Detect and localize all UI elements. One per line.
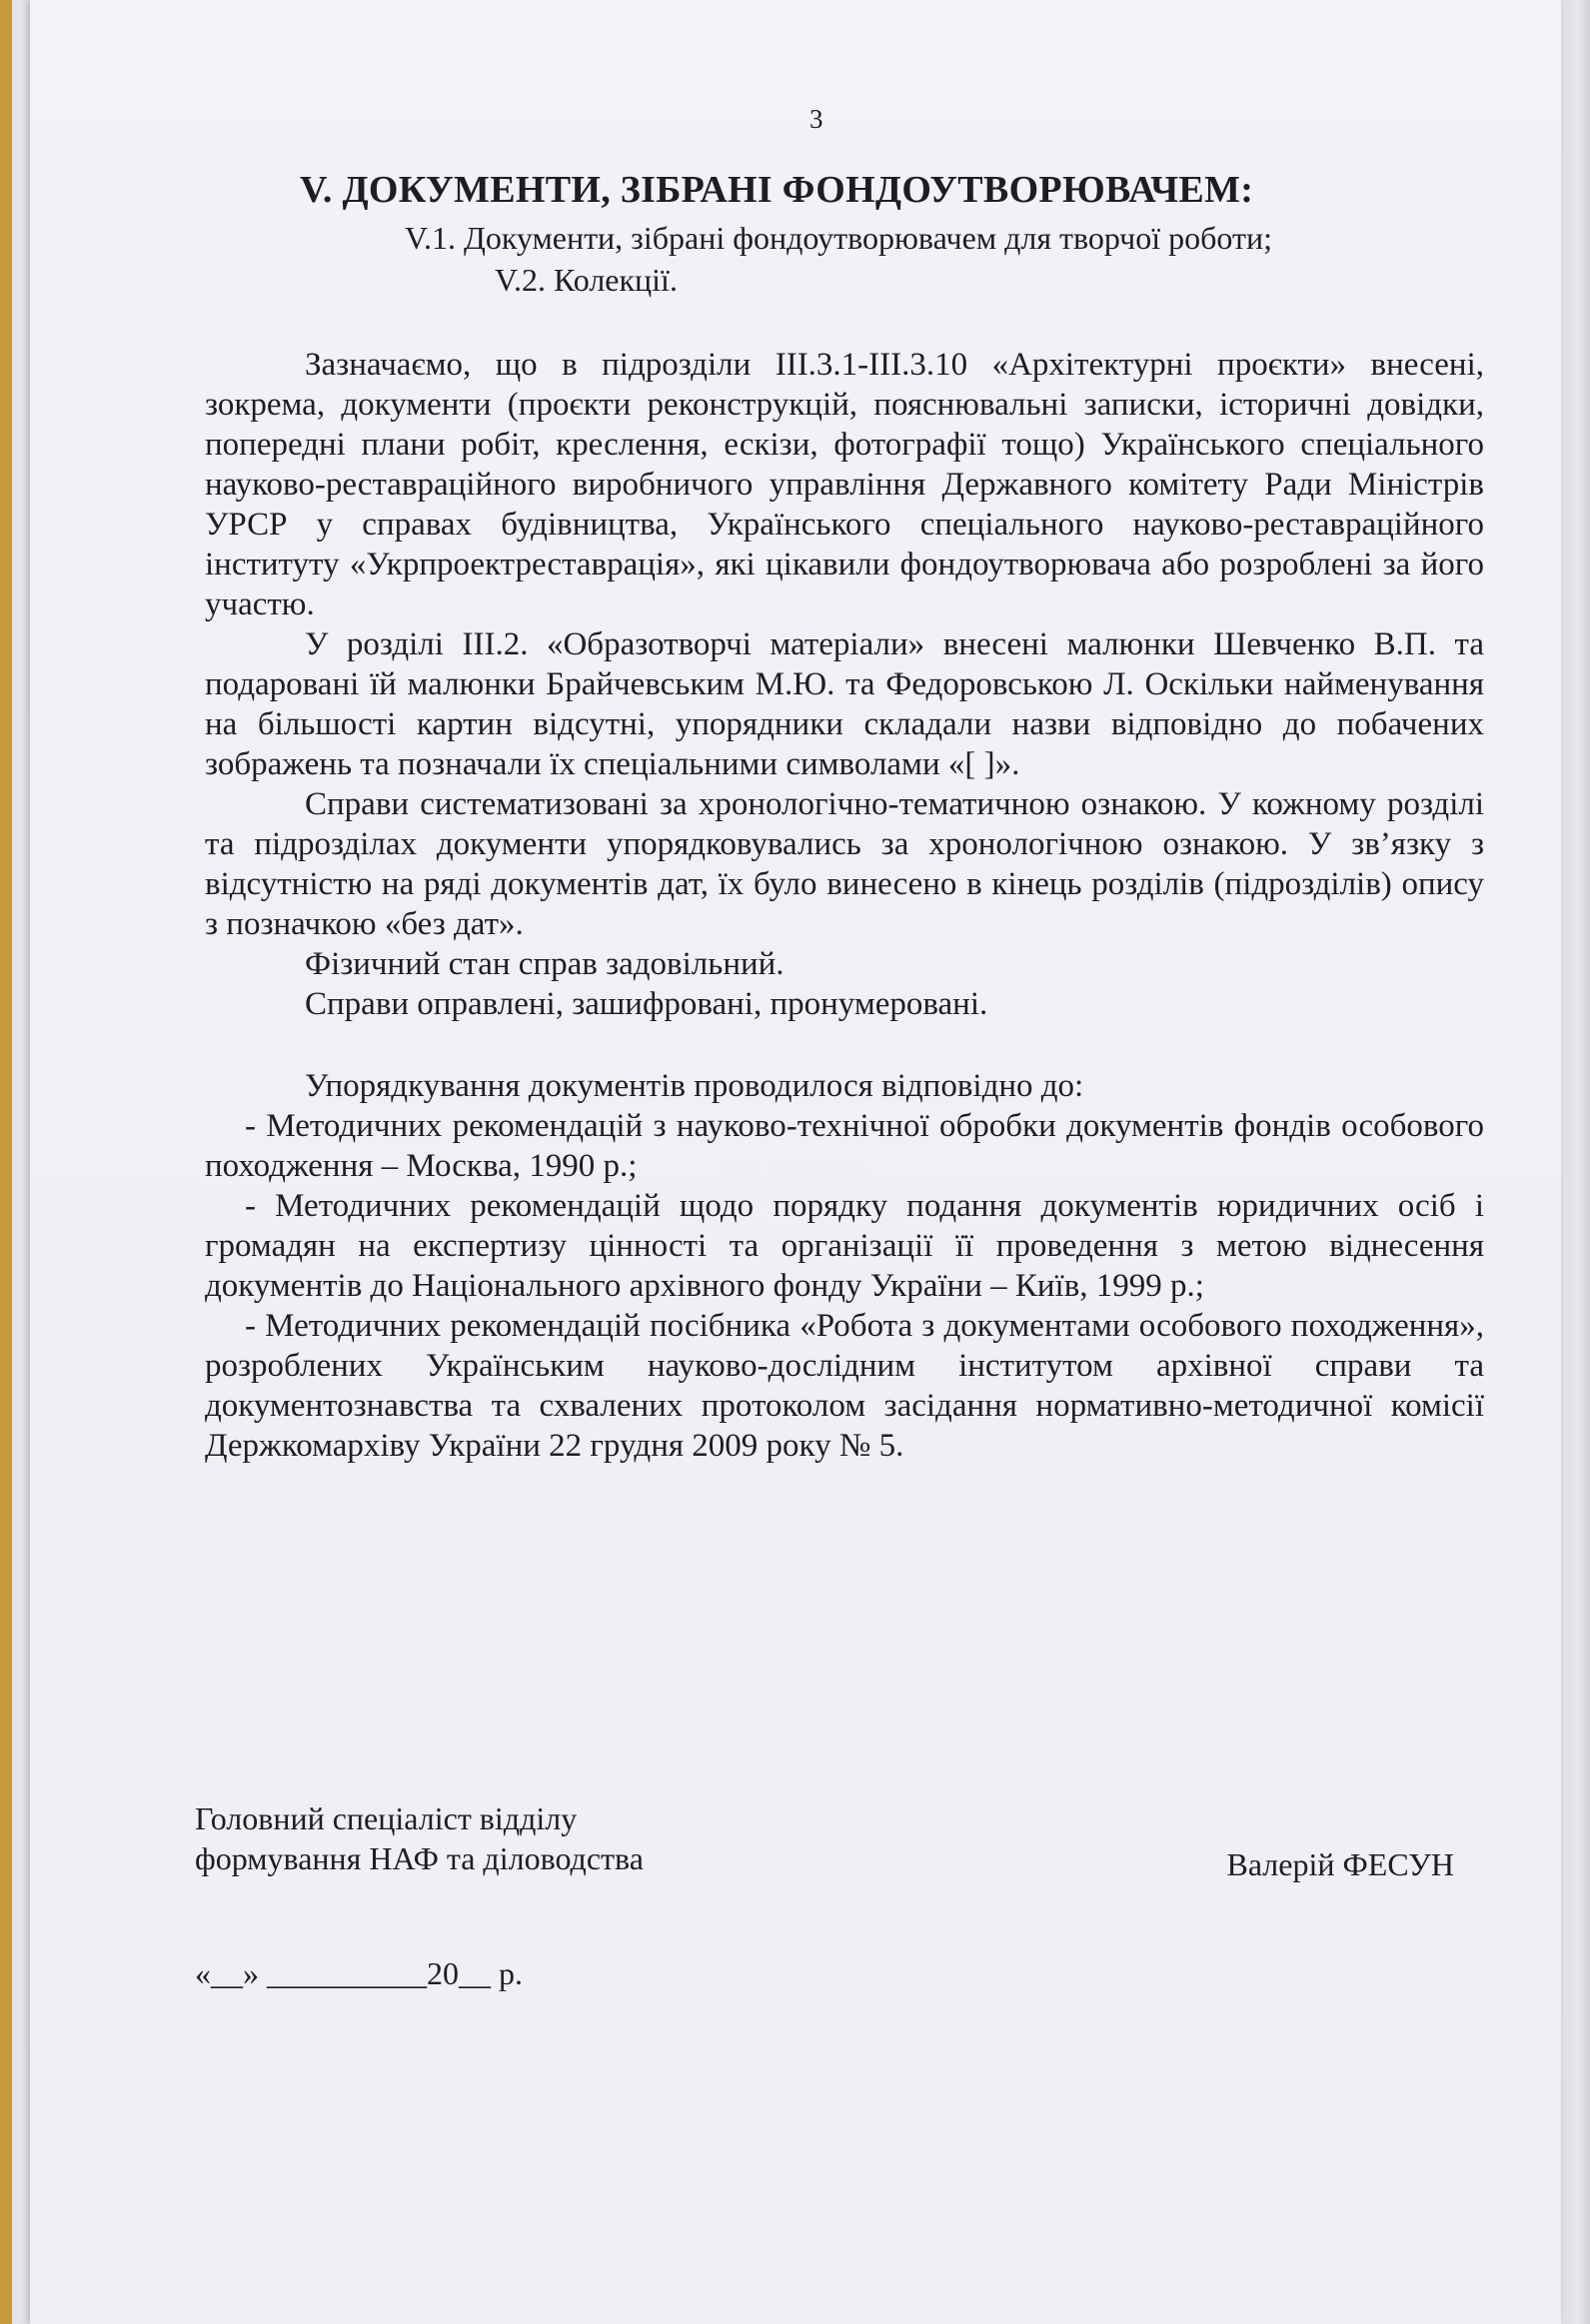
paragraph-physical-condition: Фізичний стан справ задовільний. (305, 946, 785, 982)
body-text (205, 345, 1484, 1466)
paragraph-visual-materials: У розділі ІІІ.2. «Образотворчі матеріали» внесені малюнки Шевченко В.П. та подаровані їй малюнки Брайчевським М.Ю. та Федоровською Л. Оскільки найменування на більшості картин відсутні, упорядники складали назви відповідно до побачених зображень та позначали їх спеціальними символами «[ ]». (205, 626, 1484, 782)
list-intro: Упорядкування документів проводилося відповідно до: (305, 1068, 1084, 1104)
signature-block (195, 1798, 1454, 1882)
page-stack-edge (1559, 0, 1590, 2324)
paragraph-systematization: Справи систематизовані за хронологічно-тематичною ознакою. У кожному розділі та підрозділах документи упорядковувались за хронологічною ознакою. У зв’язку з відсутністю на ряді документів дат, їх було винесено в кінець розділів (підрозділів) опису з позначкою «без дат». (205, 786, 1484, 942)
paragraph-binding: Справи оправлені, зашифровані, пронумеровані. (305, 986, 988, 1022)
subheading-2: V.2. Колекції. (495, 262, 678, 298)
date-line: «__» __________20__ р. (195, 1955, 523, 1991)
paragraph-architectural-projects: Зазначаємо, що в підрозділи ІІІ.3.1-ІІІ.3.10 «Архітектурні проєкти» внесені, зокрема, документи (проєкти реконструкцій, пояснювальні записки, історичні довідки, попередні плани робіт, креслення, ескізи, фотографії тощо) Українського спеціального науково-реставраційного виробничого управління Державного комітету Ради Міністрів УРСР у справах будівництва, Українського спеціального науково-реставраційного інституту «Укрпроектреставрація», які цікавили фондоутворювача або розроблені за його участю. (205, 347, 1484, 622)
list-item: - Методичних рекомендацій з науково-технічної обробки документів фондів особового походження – Москва, 1990 р.; (205, 1108, 1484, 1184)
document-page (30, 0, 1561, 2324)
signatory-title-line-2: формування НАФ та діловодства (195, 1840, 644, 1876)
list-item: - Методичних рекомендацій посібника «Робота з документами особового походження», розроблених Українським науково-дослідним інститутом архівної справи та документознавства та схвалених протоколом засідання нормативно-методичної комісії Держкомархіву України 22 грудня 2009 року № 5. (205, 1308, 1484, 1464)
subheading-1: V.1. Документи, зібрані фондоутворювачем для творчої роботи; (405, 220, 1272, 256)
signatory-name: Валерій ФЕСУН (1226, 1846, 1454, 1882)
list-item: - Методичних рекомендацій щодо порядку подання документів юридичних осіб і громадян на експертизу цінності та організації її проведення з метою віднесення документів до Національного архівного фонду України – Київ, 1999 р.; (205, 1188, 1484, 1304)
page-number: 3 (809, 104, 823, 134)
signatory-title-line-1: Головний спеціаліст відділу (195, 1800, 578, 1836)
section-heading: V. ДОКУМЕНТИ, ЗІБРАНІ ФОНДОУТВОРЮВАЧЕМ: (300, 169, 1254, 211)
